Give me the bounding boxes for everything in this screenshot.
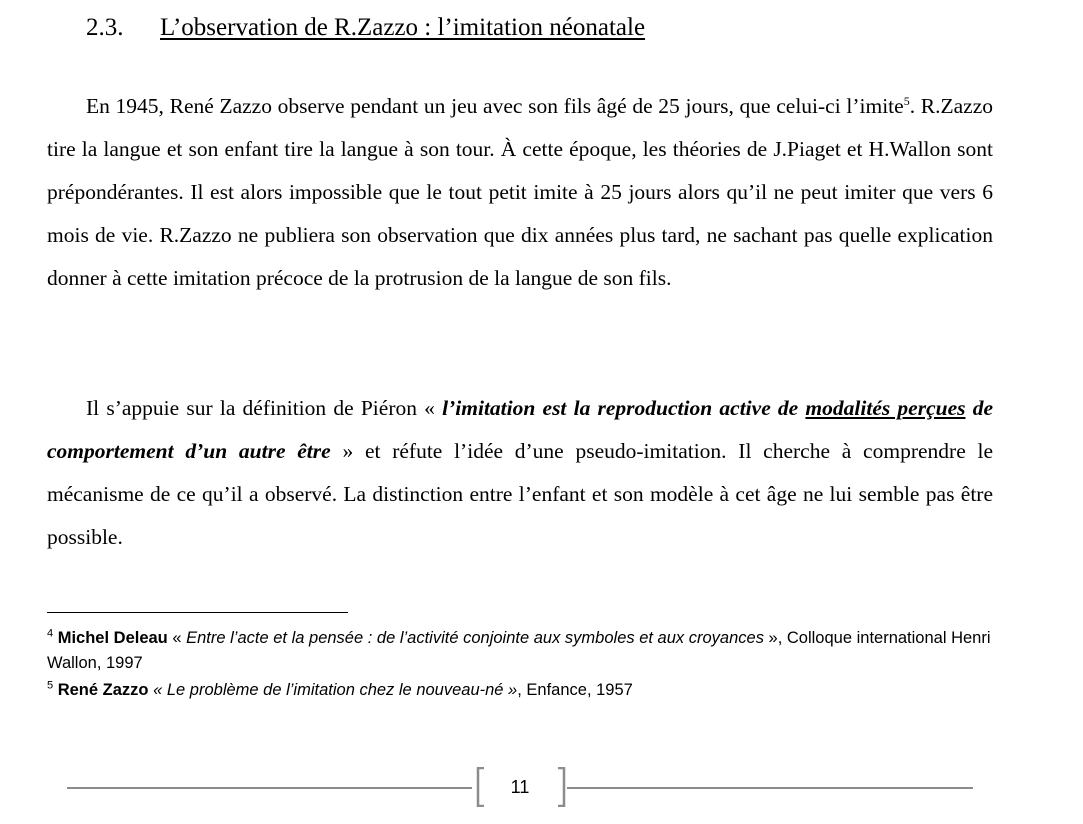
pieron-quote-underlined: modalités perçues bbox=[805, 396, 966, 420]
paragraph1-text-b: . R.Zazzo tire la langue et son enfant tire la langue à son tour. À cette époque, les théories de J.Piaget et H.Wallon sont prépondérantes. Il est alors impossible que le tout petit imite à 25 jours alors qu’il ne peut imiter que vers 6 mois de vie. R.Zazzo ne publiera son observation que dix années plus tard, ne sachant pas quelle explication donner à cette imitation précoce de la protrusion de la langue de son fils. bbox=[47, 94, 993, 290]
paragraph2-text-a: Il s’appuie sur la définition de Piéron « bbox=[86, 396, 443, 420]
footer-rule-right bbox=[567, 787, 973, 789]
footnote-4-number: 4 bbox=[47, 627, 54, 640]
footnote-separator bbox=[47, 612, 348, 613]
footnote-ref-5[interactable]: 5 bbox=[903, 93, 910, 108]
footer-rule-left bbox=[67, 787, 472, 789]
footnote-4-work: Entre l’acte et la pensée : de l’activité conjointe aux symboles et aux croyances bbox=[186, 629, 764, 647]
footnote-4-author: Michel Deleau bbox=[57, 629, 168, 647]
section-title: L’observation de R.Zazzo : l’imitation néonatale bbox=[160, 14, 646, 41]
footnote-4 bbox=[47, 626, 1007, 676]
footnote-5-rest: , Enfance, 1957 bbox=[517, 681, 633, 699]
footnote-4-open-quote: « bbox=[167, 629, 187, 647]
paragraph-zazzo-observation bbox=[47, 85, 993, 300]
footnote-4-rest: », Colloque international Henri Wallon, 1997 bbox=[47, 629, 991, 672]
pieron-quote-part-a: l’imitation est la reproduction active de bbox=[442, 396, 806, 420]
footnote-5-work: « Le problème de l’imitation chez le nouveau-né » bbox=[153, 681, 518, 699]
footnote-5 bbox=[47, 678, 1007, 703]
footnote-5-number: 5 bbox=[47, 679, 54, 692]
left-bracket-icon bbox=[474, 767, 486, 807]
page-number: 11 bbox=[510, 777, 530, 797]
paragraph-pieron-definition bbox=[47, 387, 993, 559]
paragraph1-text-a: En 1945, René Zazzo observe pendant un jeu avec son fils âgé de 25 jours, que celui-ci l’imite bbox=[86, 94, 904, 118]
pieron-quote-part-b: de comportement d’un autre être bbox=[47, 396, 993, 463]
footnote-5-author: René Zazzo bbox=[57, 681, 149, 699]
paragraph2-text-b: » et réfute l’idée d’une pseudo-imitation. Il cherche à comprendre le mécanisme de ce qu’il a observé. La distinction entre l’enfant et son modèle à cet âge ne lui semble pas être possible. bbox=[47, 439, 993, 549]
section-number: 2.3. bbox=[86, 14, 124, 41]
section-heading bbox=[86, 10, 645, 46]
